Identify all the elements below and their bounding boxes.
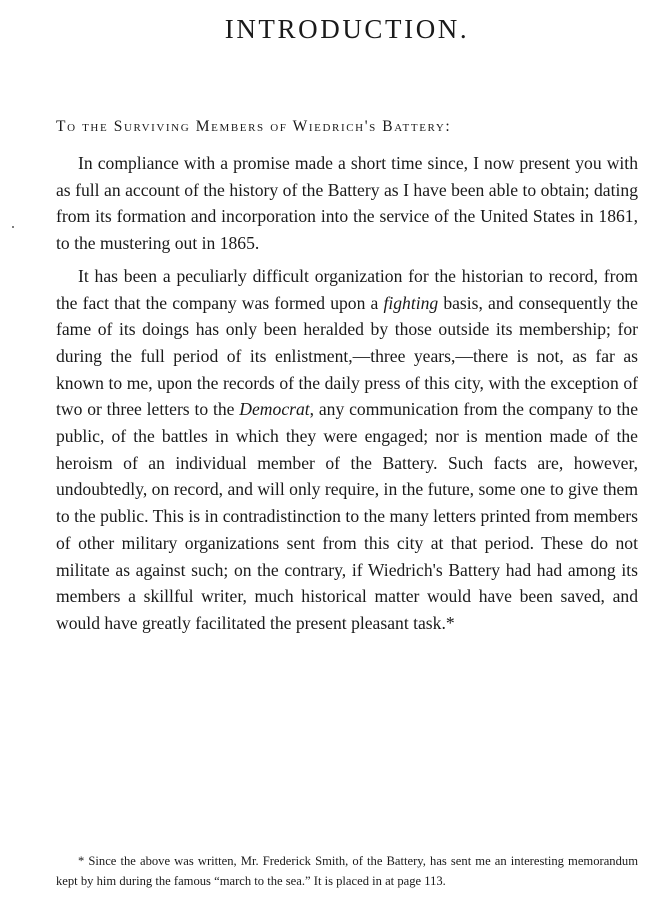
paragraph-2-part-3: , any communication from the company to the public, of the battles in which they were engaged; nor is mention made of the heroism of an individual member of the Battery. Such facts are, however, undoubtedly, on record, and will only require, in the future, some one to give them to the public. This is in contradistinction to the many letters printed from members of other military organizations sent from this city at that period. These do not militate as against such; on the contrary, if Wiedrich's Battery had had among its members a skillful writer, much historical matter would have been saved, and would have greatly facilitated the present pleasant task.*	[56, 399, 638, 633]
footnote-text: * Since the above was written, Mr. Frederick Smith, of the Battery, has sent me an interesting memorandum kept by him during the famous “march to the sea.” It is placed in at page 113.	[56, 854, 638, 888]
paragraph-2-part-1: It has been a peculiarly difficult organization for the historian to record, from the fact that the company was formed upon a	[56, 265, 638, 313]
page-title: INTRODUCTION.	[224, 14, 470, 44]
paragraph-2	[56, 263, 638, 637]
print-speck	[12, 226, 14, 228]
body-text	[56, 150, 638, 637]
document-page	[56, 0, 638, 924]
salutation-line: To the Surviving Members of Wiedrich's Battery:	[56, 118, 452, 135]
paragraph-2-part-2: basis, and consequently the fame of its doings has only been heralded by those outside its membership; for during the full period of its enlistment,—three years,—there is not, as far as known to me, upon the records of the daily press of this city, with the exception of two or three letters to the	[56, 292, 638, 420]
emphasis-democrat: Democrat	[239, 399, 310, 420]
footnote	[56, 852, 638, 891]
emphasis-fighting: fighting	[383, 292, 439, 313]
paragraph-1: In compliance with a promise made a short time since, I now present you with as full an account of the history of the Battery as I have been able to obtain; dating from its formation and incorporation into the service of the United States in 1861, to the mustering out in 1865.	[56, 153, 638, 254]
